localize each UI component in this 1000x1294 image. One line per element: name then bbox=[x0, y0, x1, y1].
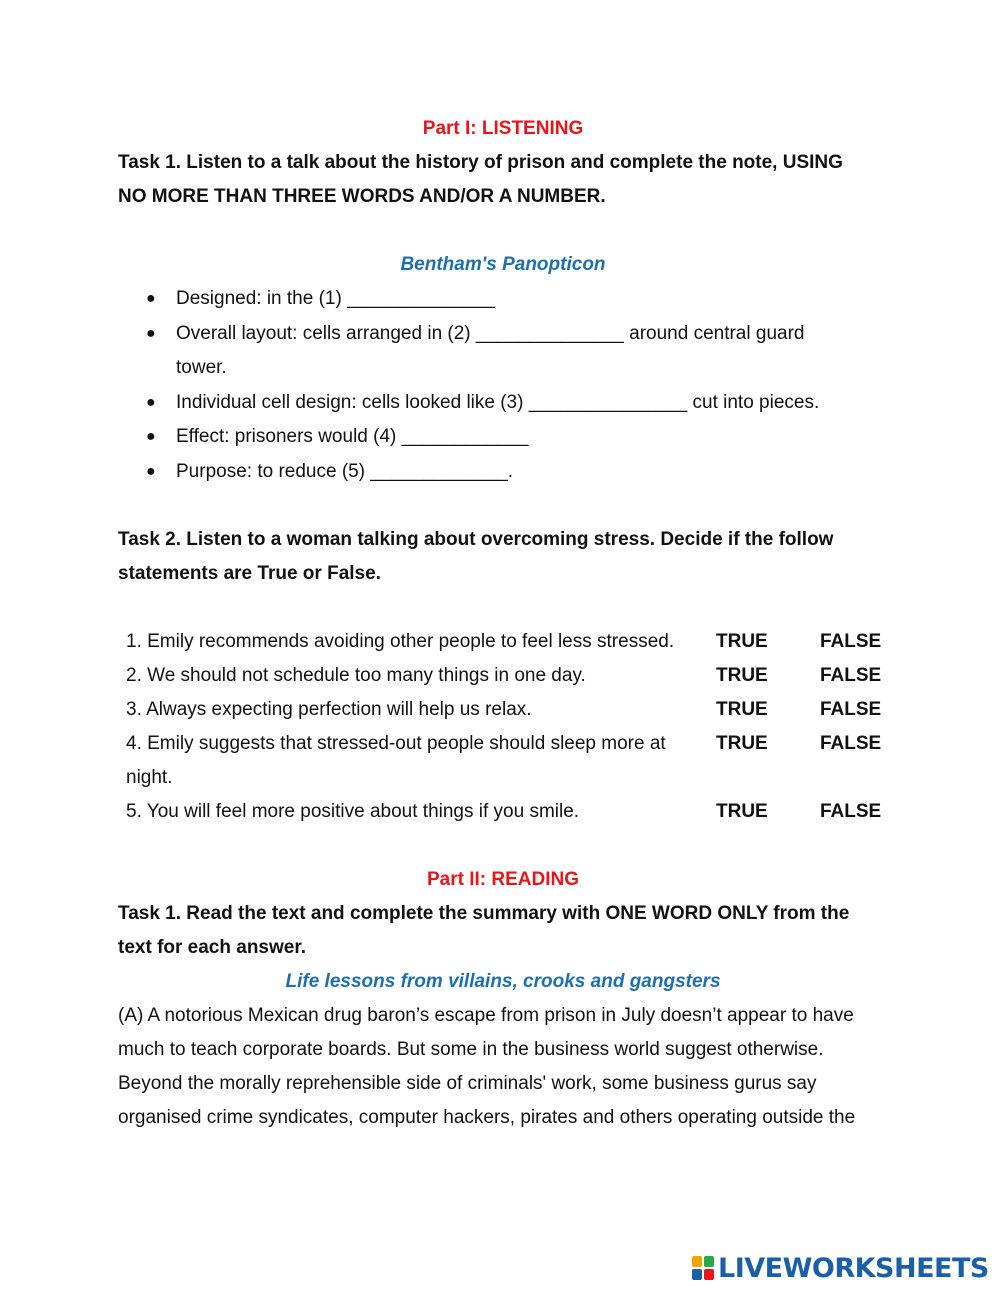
part1-title: Part I: LISTENING bbox=[422, 118, 584, 139]
note-item bbox=[118, 455, 888, 490]
reading-paragraph-line: Beyond the morally reprehensible side of criminals' work, some business gurus say bbox=[118, 1073, 817, 1094]
note-item bbox=[118, 386, 888, 421]
table-row bbox=[118, 625, 888, 659]
note-text: Effect: prisoners would (4) ____________ bbox=[176, 426, 529, 447]
bullet-icon: ● bbox=[146, 428, 156, 445]
true-option[interactable]: TRUE bbox=[716, 631, 768, 652]
logo-square bbox=[692, 1269, 702, 1280]
false-option[interactable]: FALSE bbox=[820, 665, 882, 686]
part1-task2-instruction bbox=[118, 523, 888, 591]
note-text: Overall layout: cells arranged in (2) ______________ around central guard tower. bbox=[176, 322, 805, 378]
bullet-icon: ● bbox=[146, 462, 156, 480]
table-row bbox=[118, 659, 888, 693]
part1-task1-instruction bbox=[118, 146, 888, 214]
note-list bbox=[118, 282, 888, 489]
reading-subtitle: Life lessons from villains, crooks and gangsters bbox=[285, 971, 721, 992]
note-item bbox=[118, 282, 888, 317]
logo-text: LIVEWORKSHEETS bbox=[718, 1252, 989, 1284]
panopticon-subtitle: Bentham's Panopticon bbox=[400, 254, 606, 275]
bullet-icon: ● bbox=[146, 290, 156, 307]
statement-text: 3. Always expecting perfection will help us relax. bbox=[126, 699, 532, 720]
part2-task1-instruction bbox=[118, 897, 888, 965]
worksheet-page bbox=[118, 112, 888, 1135]
statement-text: 1. Emily recommends avoiding other people to feel less stressed. bbox=[126, 631, 675, 652]
part1-task2-instruction-line1: Task 2. Listen to a woman talking about overcoming stress. Decide if the follow bbox=[118, 529, 834, 550]
statement-text: 2. We should not schedule too many things in one day. bbox=[126, 665, 586, 686]
true-option[interactable]: TRUE bbox=[716, 665, 768, 686]
true-option[interactable]: TRUE bbox=[716, 801, 768, 822]
table-row bbox=[118, 727, 888, 795]
logo-square bbox=[704, 1269, 714, 1280]
reading-paragraph-line: organised crime syndicates, computer hackers, pirates and others operating outside the bbox=[118, 1107, 856, 1128]
true-option[interactable]: TRUE bbox=[716, 733, 768, 754]
note-text: Individual cell design: cells looked like (3) _______________ cut into pieces. bbox=[176, 391, 820, 413]
table-row bbox=[118, 795, 888, 829]
false-option[interactable]: FALSE bbox=[820, 699, 882, 720]
statement-text: 4. Emily suggests that stressed-out people should sleep more at night. bbox=[126, 733, 666, 788]
part1-task2-instruction-line2: statements are True or False. bbox=[118, 563, 381, 584]
reading-paragraph-line: much to teach corporate boards. But some in the business world suggest otherwise. bbox=[118, 1039, 824, 1060]
false-option[interactable]: FALSE bbox=[820, 733, 882, 754]
note-text: Purpose: to reduce (5) _____________. bbox=[176, 460, 513, 482]
part1-task1-instruction-line1: Task 1. Listen to a talk about the history of prison and complete the note, USING bbox=[118, 152, 843, 173]
false-option[interactable]: FALSE bbox=[820, 631, 882, 652]
bullet-icon: ● bbox=[146, 324, 156, 342]
note-item bbox=[118, 317, 888, 386]
part2-task1-instruction-line2: text for each answer. bbox=[118, 937, 306, 958]
logo-square bbox=[704, 1256, 714, 1267]
logo-mark-icon bbox=[692, 1256, 714, 1280]
liveworksheets-logo[interactable] bbox=[692, 1252, 989, 1284]
false-option[interactable]: FALSE bbox=[820, 801, 882, 822]
note-item bbox=[118, 420, 888, 455]
table-row bbox=[118, 693, 888, 727]
true-option[interactable]: TRUE bbox=[716, 699, 768, 720]
reading-paragraph-line: (A) A notorious Mexican drug baron’s escape from prison in July doesn’t appear to have bbox=[118, 1005, 854, 1026]
part2-title: Part II: READING bbox=[426, 869, 580, 890]
part2-task1-instruction-line1: Task 1. Read the text and complete the summary with ONE WORD ONLY from the bbox=[118, 903, 850, 924]
logo-square bbox=[692, 1256, 702, 1267]
note-text: Designed: in the (1) ______________ bbox=[176, 288, 496, 309]
bullet-icon: ● bbox=[146, 393, 156, 411]
part1-task1-instruction-line2: NO MORE THAN THREE WORDS AND/OR A NUMBER. bbox=[118, 186, 606, 207]
true-false-table bbox=[118, 625, 888, 829]
statement-text: 5. You will feel more positive about things if you smile. bbox=[126, 801, 580, 822]
